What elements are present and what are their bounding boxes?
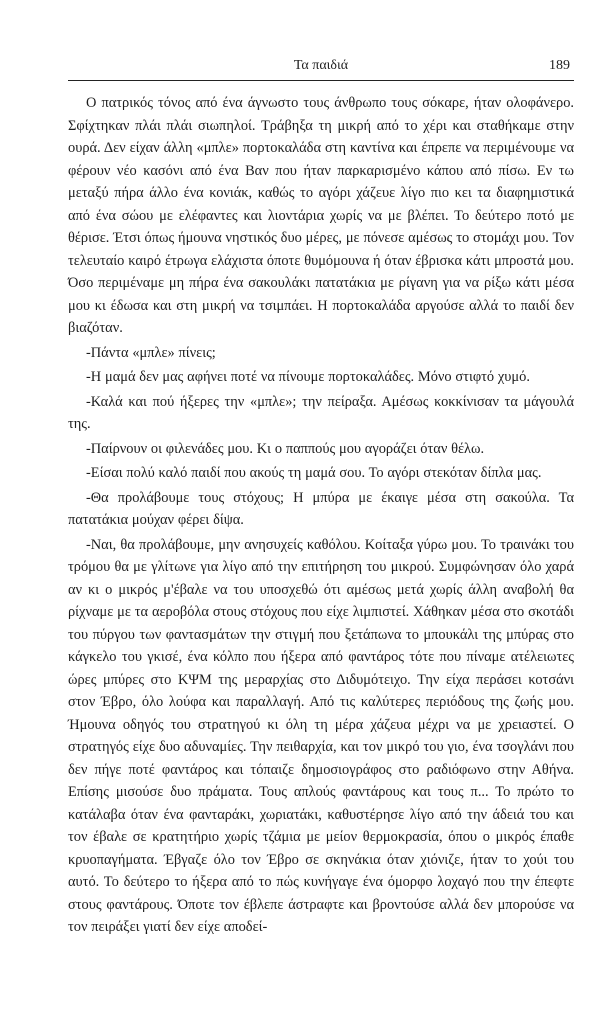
dialogue-line: -Η μαμά δεν μας αφήνει ποτέ να πίνουμε πορτοκαλάδες. Μόνο στιφτό χυμό. [86, 369, 530, 385]
dialogue-line: -Θα προλάβουμε τους στόχους; Η μπύρα με έκαιγε μέσα στη σακούλα. Τα πατατάκια μούχαν φέρει δίψα. [68, 489, 574, 528]
page-number: 189 [549, 58, 570, 73]
page-header [68, 56, 574, 81]
dialogue-line: -Παίρνουν οι φιλενάδες μου. Κι ο παππούς μου αγοράζει όταν θέλω. [86, 440, 485, 457]
paragraph: -Ναι, θα προλάβουμε, μην ανησυχείς καθόλου. Κοίταξα γύρω μου. Το τραινάκι του τρόμου θα με γλίτωνε για λίγο από την επιτήρηση του μικρού. Συμφώνησαν όλο χαρά αν κι ο μικρός μ'έβαλε να του υποσχεθώ ότι αμέσως μετά χωρίς άλλη αναβολή θα ρίχναμε με τα αεροβόλα στους στόχους που είχε λιμπιστεί. Χάθηκαν μέσα στο σκοτάδι του πύργου των φαντασμάτων την στιγμή που ξετάπωνα το μπουκάλι της μπύρας στο κάγκελο του γκισέ, ένα κόλπο που ήξερα από φαντάρος τότε που πίναμε ατέλειωτες ώρες μπύρες στο ΚΨΜ της μεραρχίας στο Διδυμότειχο. Την είχα περάσει κοτσάνι στον Έβρο, όλο λούφα και παραλλαγή. Από τις καλύτερες περιόδους της ζωής μου. Ήμουνα οδηγός του στρατηγού κι όλη τη μέρα χάζευα μέχρι να με χρειαστεί. Ο στρατηγός είχε δυο αδυναμίες. Την πειθαρχία, και τον μικρό του γιο, ένα τσογλάνι που δεν πήγε ποτέ φαντάρος και τόπαιζε δημοσιογράφος στο ραδιόφωνο στην Αθήνα. Επίσης μισούσε δυο πράματα. Τους απλούς φαντάρους και τους π... Το πρώτο το κατάλαβα όταν ένα φανταράκι, χωριατάκι, καθυστέρησε λίγο από την άδειά του και τον έβαλε σε κρατητήριο χωρίς τζάμια με μείον θερμοκρασία, όπου ο μικρός έπαθε κρυοπαγήματα. Έβγαζε όλο τον Έβρο σε σκηνάκια όταν χιόνιζε, ήταν το χούι του αυτό. Το δεύτερο το ήξερα από το πώς κυνήγαγε ένα όμορφο λοχαγό που την έπεφτε στους φαντάρους. Όποτε τον έβλεπε άστραφτε και βροντούσε αλλά δεν μπορούσε να τον πειράξει γιατί δεν είχε αποδεί- [68, 536, 574, 935]
paragraph: Ο πατρικός τόνος από ένα άγνωστο τους άνθρωπο τους σόκαρε, ήταν ολοφάνερο. Σφίχτηκαν πλάι πλάι σιωπηλοί. Τράβηξα τη μικρή από το χέρι και σταθήκαμε στην ουρά. Δεν είχαν άλλη «μπλε» πορτοκαλάδα στη καντίνα και έπρεπε να περιμένουμε να φέρουν νέο κασόνι από ένα Βαν που ήταν παρκαρισμένο κάπου από πίσω. Εν τω μεταξύ πήρα άλλο ένα κονιάκ, καθώς το αγόρι χάζευε λίγο πιο κει τα διαφημιστικά από ένα σώου με ελέφαντες και λιοντάρια χωρίς να με βλέπει. Το δεύτερο ποτό με θέρισε. Έτσι όπως ήμουνα νηστικός δυο μέρες, με πόνεσε αμέσως το στομάχι μου. Τον τελευταίο καιρό έτρωγα ελάχιστα όποτε θυμόμουνα ή όταν έβρισκα κάτι μπροστά μου. Όσο περιμέναμε μη πήρα ένα σακουλάκι πατατάκια με ρίγανη για να ρίξω κάτι μέσα μου κι έδωσα και στη μικρή να τσιμπάει. Η πορτοκαλάδα αργούσε αλλά το παιδί δεν βιαζόταν. [68, 95, 574, 336]
running-title: Τα παιδιά [293, 58, 349, 73]
dialogue-line: -Πάντα «μπλε» πίνεις; [86, 344, 216, 361]
body-text [68, 92, 574, 941]
dialogue-line: -Καλά και πού ήξερες την «μπλε»; την πείραξα. Αμέσως κοκκίνισαν τα μάγουλά της. [68, 393, 574, 432]
dialogue-line: -Είσαι πολύ καλό παιδί που ακούς τη μαμά σου. Το αγόρι στεκόταν δίπλα μας. [86, 465, 542, 481]
